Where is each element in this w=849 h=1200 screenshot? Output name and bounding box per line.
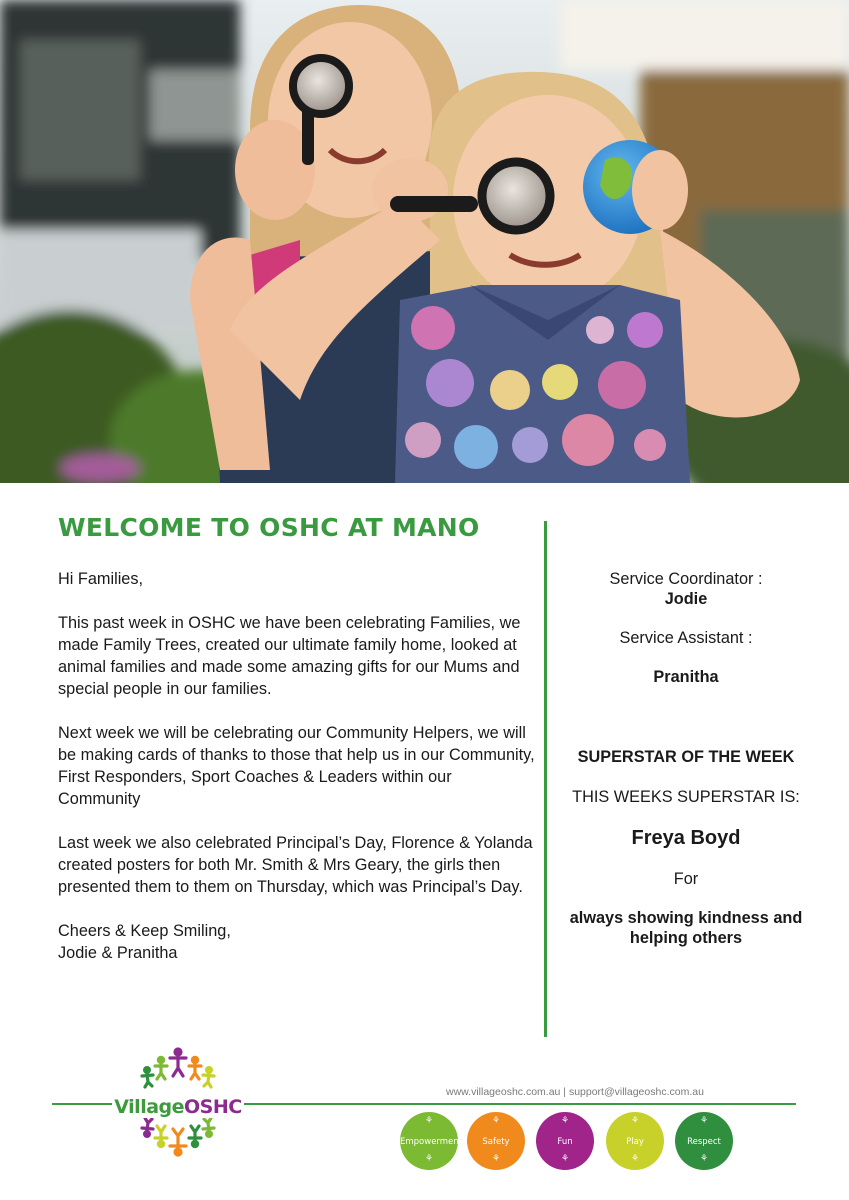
people-icon: ⚘ [491, 1116, 501, 1126]
people-icon: ⚘ [630, 1154, 640, 1164]
contact-info: www.villageoshc.com.au | support@villageoshc.com.au [446, 1086, 704, 1098]
value-badge-label: Fun [557, 1137, 573, 1147]
greeting: Hi Families, [58, 570, 144, 588]
superstar-reason-line1: always showing kindness and [569, 909, 803, 927]
value-badge-safety [467, 1112, 525, 1170]
paragraph-principals-day: Last week we also celebrated Principal’s Day, Florence & Yolanda created posters for both Mr. Smith & Mrs Geary, the girls then presented them to them on Thursday, which was Principal’s Day. [58, 834, 533, 896]
people-icon: ⚘ [699, 1116, 709, 1126]
assistant-label: Service Assistant : [619, 629, 753, 647]
footer-line-right [242, 1103, 796, 1105]
value-badge-label: Empowerment [400, 1137, 463, 1147]
people-icon: ⚘ [424, 1116, 434, 1126]
people-icon: ⚘ [491, 1154, 501, 1164]
superstar-intro: THIS WEEKS SUPERSTAR IS: [572, 788, 800, 806]
superstar-for-label: For [673, 870, 699, 888]
value-badge-respect [675, 1112, 733, 1170]
value-badge-empowerment [400, 1112, 463, 1170]
value-badge-label: Safety [482, 1137, 510, 1147]
people-icon: ⚘ [699, 1154, 709, 1164]
welcome-letter [58, 568, 536, 964]
children-photo-illustration [0, 0, 849, 483]
hero-photo [0, 0, 849, 483]
superstar-heading: SUPERSTAR OF THE WEEK [577, 748, 795, 766]
paragraph-community-helpers: Next week we will be celebrating our Community Helpers, we will be making cards of thanks to those that help us in our Community, First Responders, Sport Coaches & Leaders within our Community [58, 724, 535, 808]
value-badge-play [606, 1112, 664, 1170]
column-divider [544, 521, 547, 1037]
signoff-names: Jodie & Pranitha [58, 944, 178, 962]
people-icon: ⚘ [630, 1116, 640, 1126]
value-badge-label: Respect [687, 1137, 721, 1147]
value-badge-label: Play [626, 1137, 644, 1147]
page-title: WELCOME TO OSHC AT MANO [58, 513, 480, 542]
footer-line-left [52, 1103, 114, 1105]
superstar-name: Freya Boyd [631, 827, 741, 849]
assistant-name: Pranitha [653, 668, 719, 686]
people-icon: ⚘ [560, 1154, 570, 1164]
people-icon: ⚘ [560, 1116, 570, 1126]
people-icon: ⚘ [424, 1154, 434, 1164]
value-badge-fun [536, 1112, 594, 1170]
superstar-reason-line2: helping others [629, 929, 743, 947]
paragraph-families: This past week in OSHC we have been celebrating Families, we made Family Trees, created our ultimate family home, looked at animal families and made some amazing gifts for our Mums and special people in our families. [58, 614, 521, 698]
logo-wordmark: VillageOSHC [112, 1096, 244, 1118]
coordinator-name: Jodie [664, 590, 708, 608]
coordinator-label: Service Coordinator : [609, 570, 763, 588]
signoff-line: Cheers & Keep Smiling, [58, 922, 231, 940]
villageoshc-logo [112, 1046, 244, 1158]
